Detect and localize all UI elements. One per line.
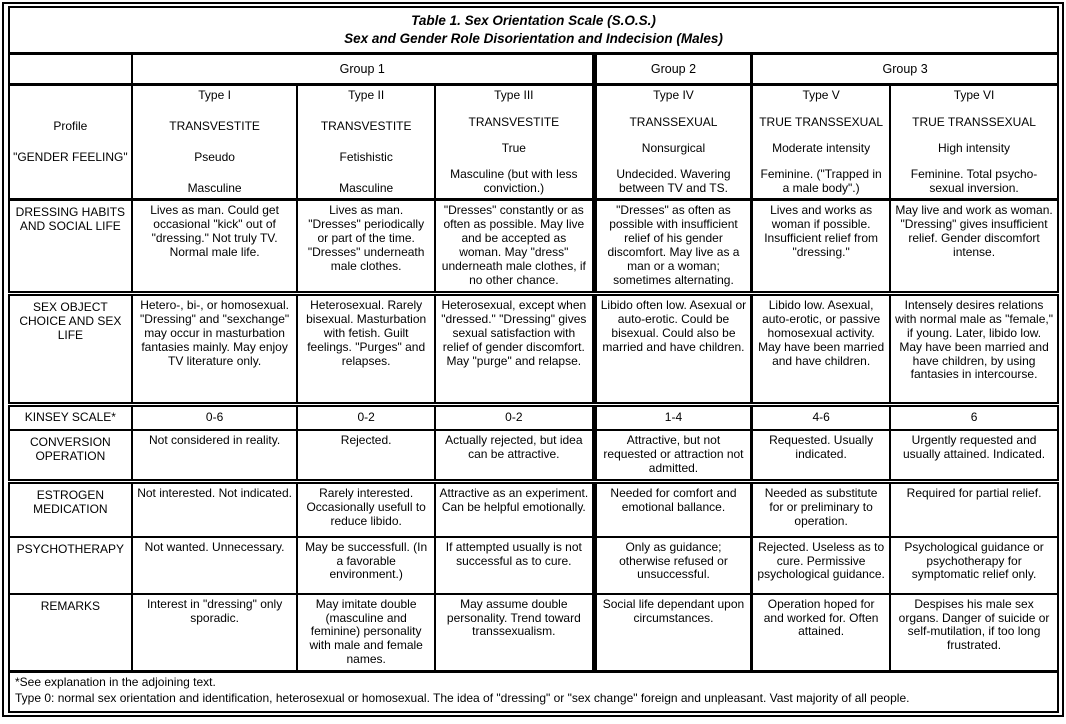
cell-type-2: May imitate double (masculine and feminine) personality with male and female names.: [297, 594, 434, 672]
cell-type-4: Libido often low. Asexual or auto-erotic. Could be bisexual. Could also be married and have children.: [594, 293, 751, 404]
cell-type-3: 0-2: [435, 404, 594, 430]
type-gender-feeling: Feminine. Total psycho-sexual inversion.: [910, 166, 1038, 195]
cell-type-6: Despises his male sex organs. Danger of suicide or self-mutilation, if too long frustrated.: [890, 594, 1058, 672]
profile-row-label: [9, 85, 132, 200]
type-gender-feeling: Feminine. ("Trapped in a male body".): [760, 166, 882, 195]
type-variant: High intensity: [938, 140, 1011, 155]
type-gender-feeling: Masculine: [339, 180, 394, 195]
type-variant: Pseudo: [194, 149, 235, 164]
type-5-profile: [752, 85, 890, 200]
footnote-row: [9, 672, 1058, 712]
cell-type-6: Psychological guidance or psychotherapy for symptomatic relief only.: [890, 537, 1058, 594]
cell-type-3: "Dresses" constantly or as often as possible. May live and be accepted as woman. May "dress" underneath male clothes, if no other chance.: [435, 200, 594, 293]
group-1-header: Group 1: [132, 54, 595, 85]
row-label: ESTROGEN MEDICATION: [9, 482, 132, 537]
table-frame: [2, 2, 1064, 717]
type-4-profile: [594, 85, 751, 200]
table-title-cell: [9, 7, 1058, 54]
type-variant: Nonsurgical: [641, 140, 706, 155]
cell-type-6: Required for partial relief.: [890, 482, 1058, 537]
type-category: TRUE TRANSSEXUAL: [912, 114, 1036, 129]
type-variant: Moderate intensity: [772, 140, 871, 155]
type-gender-feeling: Masculine (but with less conviction.): [450, 166, 578, 195]
cell-type-4: 1-4: [594, 404, 751, 430]
row-label: PSYCHOTHERAPY: [9, 537, 132, 594]
cell-type-3: May assume double personality. Trend toward transsexualism.: [435, 594, 594, 672]
type-id: Type IV: [653, 88, 694, 103]
cell-type-3: Heterosexual, except when "dressed." "Dressing" gives sexual satisfaction with relief of gender discomfort. May "purge" and relapse.: [435, 293, 594, 404]
type-3-profile: [435, 85, 594, 200]
cell-type-1: Not interested. Not indicated.: [132, 482, 298, 537]
table-title-row: [9, 7, 1058, 54]
type-gender-feeling: Undecided. Wavering between TV and TS.: [616, 166, 731, 195]
cell-type-5: Operation hoped for and worked for. Often attained.: [752, 594, 890, 672]
cell-type-6: 6: [890, 404, 1058, 430]
row-label: CONVERSION OPERATION: [9, 430, 132, 481]
table-row-remarks: [9, 594, 1058, 672]
table-row-sex-object-choice: [9, 293, 1058, 404]
table-subtitle: Sex and Gender Role Disorientation and Indecision (Males): [344, 31, 723, 47]
type-variant: True: [501, 140, 526, 155]
footnote-type0: Type 0: normal sex orientation and identification, heterosexual or homosexual. The idea of "dressing" or "sex change" foreign and unpleasant. Vast majority of all people.: [15, 690, 910, 705]
type-2-profile: [297, 85, 434, 200]
cell-type-3: If attempted usually is not successful as to cure.: [435, 537, 594, 594]
cell-type-5: Needed as substitute for or preliminary to operation.: [752, 482, 890, 537]
type-category: TRANSVESTITE: [320, 119, 412, 134]
cell-type-1: Not considered in reality.: [132, 430, 298, 481]
cell-type-4: "Dresses" as often as possible with insufficient relief of his gender discomfort. May live as a man or a woman; sometimes alternating.: [594, 200, 751, 293]
type-variant: Fetishistic: [339, 149, 393, 164]
type-id: Type II: [348, 88, 385, 103]
row-label: KINSEY SCALE*: [9, 404, 132, 430]
cell-type-4: Only as guidance; otherwise refused or unsuccessful.: [594, 537, 751, 594]
table-row-conversion-operation: [9, 430, 1058, 481]
profile-label: Profile: [53, 119, 88, 134]
type-category: TRANSVESTITE: [468, 114, 560, 129]
group-header-row: [9, 54, 1058, 85]
type-1-profile: [132, 85, 298, 200]
cell-type-1: Lives as man. Could get occasional "kick" out of "dressing." Not truly TV. Normal male life.: [132, 200, 298, 293]
cell-type-2: Rejected.: [297, 430, 434, 481]
gender-feeling-label: "GENDER FEELING": [13, 149, 128, 164]
cell-type-1: Interest in "dressing" only sporadic.: [132, 594, 298, 672]
footnote-cell: [9, 672, 1058, 712]
cell-type-1: Not wanted. Unnecessary.: [132, 537, 298, 594]
cell-type-1: Hetero-, bi-, or homosexual. "Dressing" and "sexchange" may occur in masturbation fantasies mainly. May enjoy TV literature only.: [132, 293, 298, 404]
group-2-header: Group 2: [594, 54, 751, 85]
cell-type-5: Rejected. Useless as to cure. Permissive psychological guidance.: [752, 537, 890, 594]
group-3-header: Group 3: [752, 54, 1058, 85]
cell-type-6: Urgently requested and usually attained. Indicated.: [890, 430, 1058, 481]
type-id: Type V: [802, 88, 840, 103]
cell-type-4: Social life dependant upon circumstances.: [594, 594, 751, 672]
corner-cell: [9, 54, 132, 85]
cell-type-5: Requested. Usually indicated.: [752, 430, 890, 481]
cell-type-6: May live and work as woman. "Dressing" gives insufficient relief. Gender discomfort intense.: [890, 200, 1058, 293]
profile-row: [9, 85, 1058, 200]
type-id: Type III: [494, 88, 534, 103]
table-row-psychotherapy: [9, 537, 1058, 594]
cell-type-4: Attractive, but not requested or attraction not admitted.: [594, 430, 751, 481]
cell-type-2: 0-2: [297, 404, 434, 430]
cell-type-3: Actually rejected, but idea can be attractive.: [435, 430, 594, 481]
type-category: TRANSSEXUAL: [629, 114, 718, 129]
type-category: TRANSVESTITE: [169, 119, 260, 134]
sex-orientation-scale-table: [8, 6, 1059, 713]
cell-type-2: Lives as man. "Dresses" periodically or part of the time. "Dresses" underneath male clothes.: [297, 200, 434, 293]
row-label: DRESSING HABITS AND SOCIAL LIFE: [9, 200, 132, 293]
type-gender-feeling: Masculine: [187, 180, 242, 195]
cell-type-4: Needed for comfort and emotional ballance.: [594, 482, 751, 537]
row-label: REMARKS: [9, 594, 132, 672]
cell-type-1: 0-6: [132, 404, 298, 430]
table-row-estrogen-medication: [9, 482, 1058, 537]
cell-type-2: Rarely interested. Occasionally usefull to reduce libido.: [297, 482, 434, 537]
type-6-profile: [890, 85, 1058, 200]
cell-type-5: Lives and works as woman if possible. Insufficient relief from "dressing.": [752, 200, 890, 293]
cell-type-6: Intensely desires relations with normal male as "female," if young. Later, libido low. May have been married and have children, by using fantasies in intercourse.: [890, 293, 1058, 404]
cell-type-5: Libido low. Asexual, auto-erotic, or passive homosexual activity. May have been married and have children.: [752, 293, 890, 404]
type-id: Type I: [198, 88, 231, 103]
cell-type-2: Heterosexual. Rarely bisexual. Masturbation with fetish. Guilt feelings. "Purges" and relapses.: [297, 293, 434, 404]
table-title: Table 1. Sex Orientation Scale (S.O.S.): [411, 13, 656, 28]
cell-type-5: 4-6: [752, 404, 890, 430]
row-label: SEX OBJECT CHOICE AND SEX LIFE: [9, 293, 132, 404]
footnote-asterisk: *See explanation in the adjoining text.: [15, 675, 216, 690]
table-row-dressing-habits: [9, 200, 1058, 293]
cell-type-2: May be successfull. (In a favorable environment.): [297, 537, 434, 594]
cell-type-3: Attractive as an experiment. Can be helpful emotionally.: [435, 482, 594, 537]
type-id: Type VI: [953, 88, 995, 103]
type-category: TRUE TRANSSEXUAL: [759, 114, 884, 129]
table-row-kinsey-scale: [9, 404, 1058, 430]
